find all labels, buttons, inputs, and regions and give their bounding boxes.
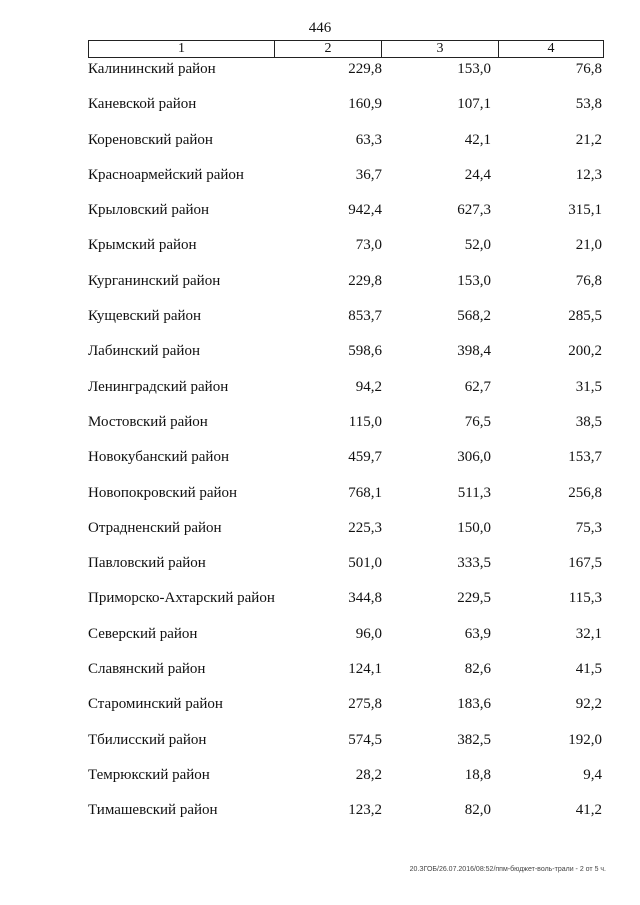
value-col-4: 76,8	[575, 61, 602, 77]
district-name: Приморско-Ахтарский район	[88, 590, 275, 607]
table-row	[0, 272, 640, 307]
district-name: Славянский район	[88, 661, 206, 678]
value-col-3: 150,0	[457, 519, 491, 536]
value-col-3: 333,5	[457, 555, 491, 572]
value-col-2: 73,0	[355, 237, 382, 254]
value-col-3: 398,4	[457, 343, 491, 360]
value-col-2: 124,1	[348, 661, 382, 678]
value-col-2: 115,0	[348, 413, 382, 430]
district-name: Крымский район	[88, 237, 197, 254]
value-col-3: 153,0	[457, 272, 491, 289]
district-name: Кущевский район	[88, 308, 202, 325]
value-col-4: 315,1	[568, 202, 602, 219]
value-col-2: 942,4	[348, 202, 382, 219]
header-cell-col-2: 2	[275, 41, 382, 57]
page-number: 446	[308, 20, 332, 36]
district-name: Отрадненский район	[88, 519, 222, 536]
value-col-4: 256,8	[568, 484, 602, 501]
table-row	[0, 201, 640, 236]
value-col-2: 229,8	[348, 61, 382, 77]
value-col-2: 574,5	[348, 731, 382, 748]
value-col-2: 275,8	[348, 696, 382, 713]
value-col-3: 511,3	[457, 484, 491, 501]
table-row	[0, 660, 640, 695]
value-col-4: 76,8	[575, 272, 602, 289]
district-name: Калининский район	[88, 61, 216, 77]
table-row	[0, 695, 640, 730]
table-body	[0, 60, 640, 837]
value-col-3: 62,7	[464, 378, 491, 395]
district-name: Тбилисский район	[88, 731, 207, 748]
table-row	[0, 589, 640, 624]
value-col-4: 12,3	[575, 166, 602, 183]
value-col-4: 32,1	[575, 625, 602, 642]
table-header	[88, 40, 604, 58]
table-row	[0, 342, 640, 377]
district-name: Курганинский район	[88, 272, 221, 289]
table-row	[0, 95, 640, 130]
value-col-2: 63,3	[355, 131, 382, 148]
value-col-2: 36,7	[355, 166, 382, 183]
table-row	[0, 307, 640, 342]
value-col-3: 568,2	[457, 308, 491, 325]
district-name: Староминский район	[88, 696, 223, 713]
value-col-2: 459,7	[348, 449, 382, 466]
value-col-3: 107,1	[457, 96, 491, 113]
value-col-2: 598,6	[348, 343, 382, 360]
value-col-3: 42,1	[464, 131, 491, 148]
value-col-3: 382,5	[457, 731, 491, 748]
value-col-3: 82,0	[464, 802, 491, 819]
value-col-3: 229,5	[457, 590, 491, 607]
table-row	[0, 378, 640, 413]
value-col-4: 92,2	[575, 696, 602, 713]
header-cell-col-1: 1	[89, 41, 275, 57]
value-col-3: 76,5	[464, 413, 491, 430]
table-row	[0, 554, 640, 589]
value-col-4: 192,0	[568, 731, 602, 748]
district-name: Красноармейский район	[88, 166, 244, 183]
district-name: Павловский район	[88, 555, 206, 572]
document-footer: 20.ЗГОБ/26.07.2016/08:52/ппм-бюджет-воль-трали - 2 от 5 ч.	[409, 866, 606, 873]
value-col-2: 94,2	[355, 378, 382, 395]
value-col-2: 225,3	[348, 519, 382, 536]
value-col-4: 200,2	[568, 343, 602, 360]
value-col-4: 41,5	[575, 661, 602, 678]
value-col-3: 18,8	[464, 766, 491, 783]
table-row	[0, 519, 640, 554]
value-col-4: 167,5	[568, 555, 602, 572]
table-row	[0, 625, 640, 660]
value-col-2: 28,2	[355, 766, 382, 783]
value-col-3: 183,6	[457, 696, 491, 713]
district-name: Северский район	[88, 625, 198, 642]
value-col-3: 82,6	[464, 661, 491, 678]
district-name: Лабинский район	[88, 343, 200, 360]
value-col-2: 768,1	[348, 484, 382, 501]
value-col-4: 285,5	[568, 308, 602, 325]
value-col-3: 52,0	[464, 237, 491, 254]
value-col-4: 21,0	[575, 237, 602, 254]
district-name: Каневской район	[88, 96, 197, 113]
value-col-2: 853,7	[348, 308, 382, 325]
value-col-4: 9,4	[583, 766, 602, 783]
value-col-2: 501,0	[348, 555, 382, 572]
value-col-4: 53,8	[575, 96, 602, 113]
value-col-4: 38,5	[575, 413, 602, 430]
district-name: Мостовский район	[88, 413, 208, 430]
district-name: Тимашевский район	[88, 802, 218, 819]
table-row	[0, 731, 640, 766]
value-col-3: 24,4	[464, 166, 491, 183]
table-row	[0, 236, 640, 271]
header-cell-col-4: 4	[547, 41, 555, 56]
value-col-3: 627,3	[457, 202, 491, 219]
table-row	[0, 60, 640, 95]
value-col-2: 160,9	[348, 96, 382, 113]
table-row	[0, 484, 640, 519]
value-col-4: 75,3	[575, 519, 602, 536]
district-name: Новопокровский район	[88, 484, 238, 501]
value-col-3: 306,0	[457, 449, 491, 466]
table-row	[0, 448, 640, 483]
value-col-4: 153,7	[568, 449, 602, 466]
district-name: Крыловский район	[88, 202, 210, 219]
value-col-2: 96,0	[355, 625, 382, 642]
value-col-2: 344,8	[348, 590, 382, 607]
district-name: Новокубанский район	[88, 449, 229, 466]
value-col-2: 123,2	[348, 802, 382, 819]
table-row	[0, 166, 640, 201]
header-cell-col-3: 3	[382, 41, 499, 57]
table-row	[0, 801, 640, 836]
value-col-4: 31,5	[575, 378, 602, 395]
value-col-4: 115,3	[568, 590, 602, 607]
value-col-4: 21,2	[575, 131, 602, 148]
value-col-4: 41,2	[575, 802, 602, 819]
value-col-3: 63,9	[464, 625, 491, 642]
table-row	[0, 766, 640, 801]
district-name: Кореновский район	[88, 131, 213, 148]
district-name: Темрюкский район	[88, 766, 210, 783]
table-row	[0, 131, 640, 166]
value-col-3: 153,0	[457, 61, 491, 77]
value-col-2: 229,8	[348, 272, 382, 289]
district-name: Ленинградский район	[88, 378, 229, 395]
table-row	[0, 413, 640, 448]
